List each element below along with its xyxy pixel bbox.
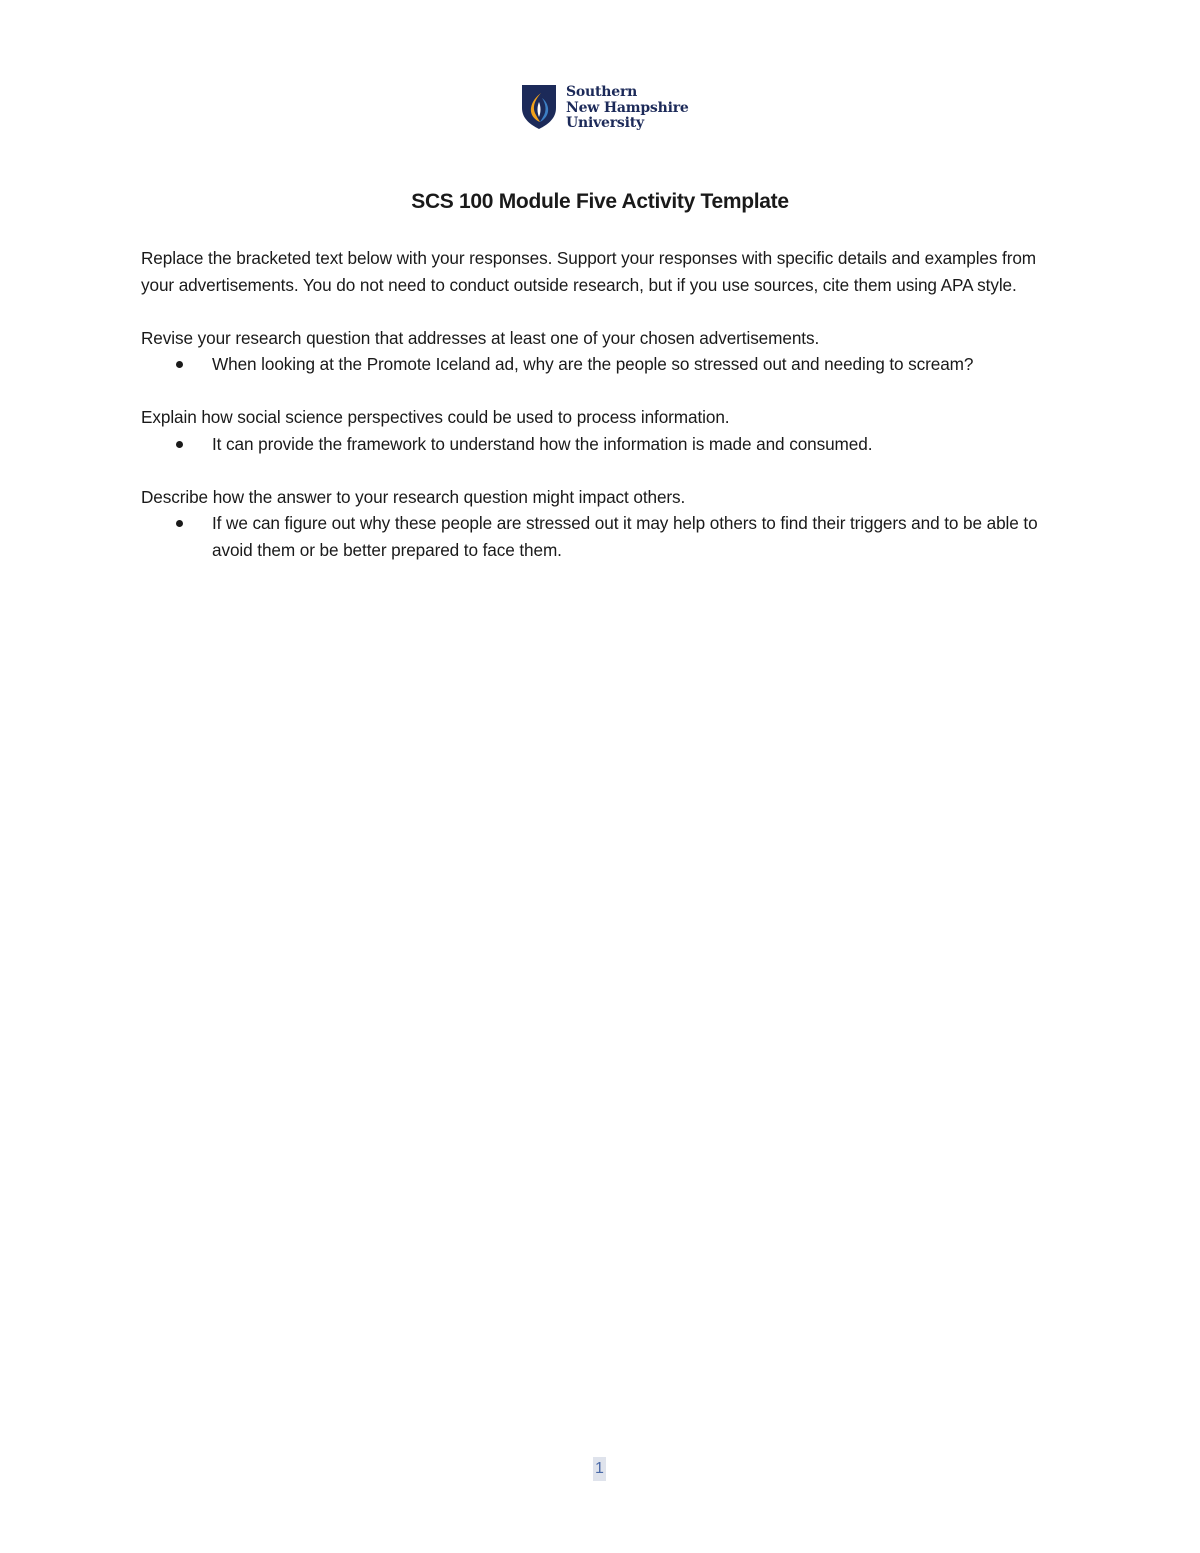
list-item (141, 431, 1061, 458)
bullet-list (141, 351, 1061, 378)
document-title: SCS 100 Module Five Activity Template (411, 190, 789, 213)
intro-paragraph: Replace the bracketed text below with your responses. Support your responses with specific details and examples from your advertisements. You do not need to conduct outside research, but if you use sources, cite them using APA style. (141, 248, 1037, 295)
university-logo (520, 84, 689, 132)
bullet-list (141, 510, 1061, 563)
page-number: 1 (593, 1457, 606, 1481)
spacer (141, 378, 1061, 405)
document-body (141, 245, 1061, 563)
logo-wordmark (566, 85, 689, 132)
bullet-list (141, 431, 1061, 458)
response-text: If we can figure out why these people are stressed out it may help others to find their triggers and to be able to avoid them or be better prepared to face them. (212, 513, 1038, 560)
section-prompt: Revise your research question that addresses at least one of your chosen advertisements. (141, 327, 820, 348)
logo-line-3: University (566, 115, 644, 131)
logo-line-2: New Hampshire (566, 99, 689, 116)
bullet-icon (176, 441, 183, 448)
spacer (141, 457, 1061, 484)
spacer (141, 298, 1061, 325)
shield-flame-icon (520, 84, 558, 130)
list-item (141, 351, 1061, 378)
section-prompt: Explain how social science perspectives could be used to process information. (141, 407, 730, 427)
response-text: When looking at the Promote Iceland ad, why are the people so stressed out and needing to scream? (212, 354, 974, 374)
logo-line-1: Southern (566, 84, 638, 100)
response-text: It can provide the framework to understand how the information is made and consumed. (212, 433, 873, 454)
bullet-icon (176, 520, 183, 527)
section-prompt: Describe how the answer to your research question might impact others. (141, 486, 686, 507)
bullet-icon (176, 361, 183, 368)
list-item (141, 510, 1061, 563)
